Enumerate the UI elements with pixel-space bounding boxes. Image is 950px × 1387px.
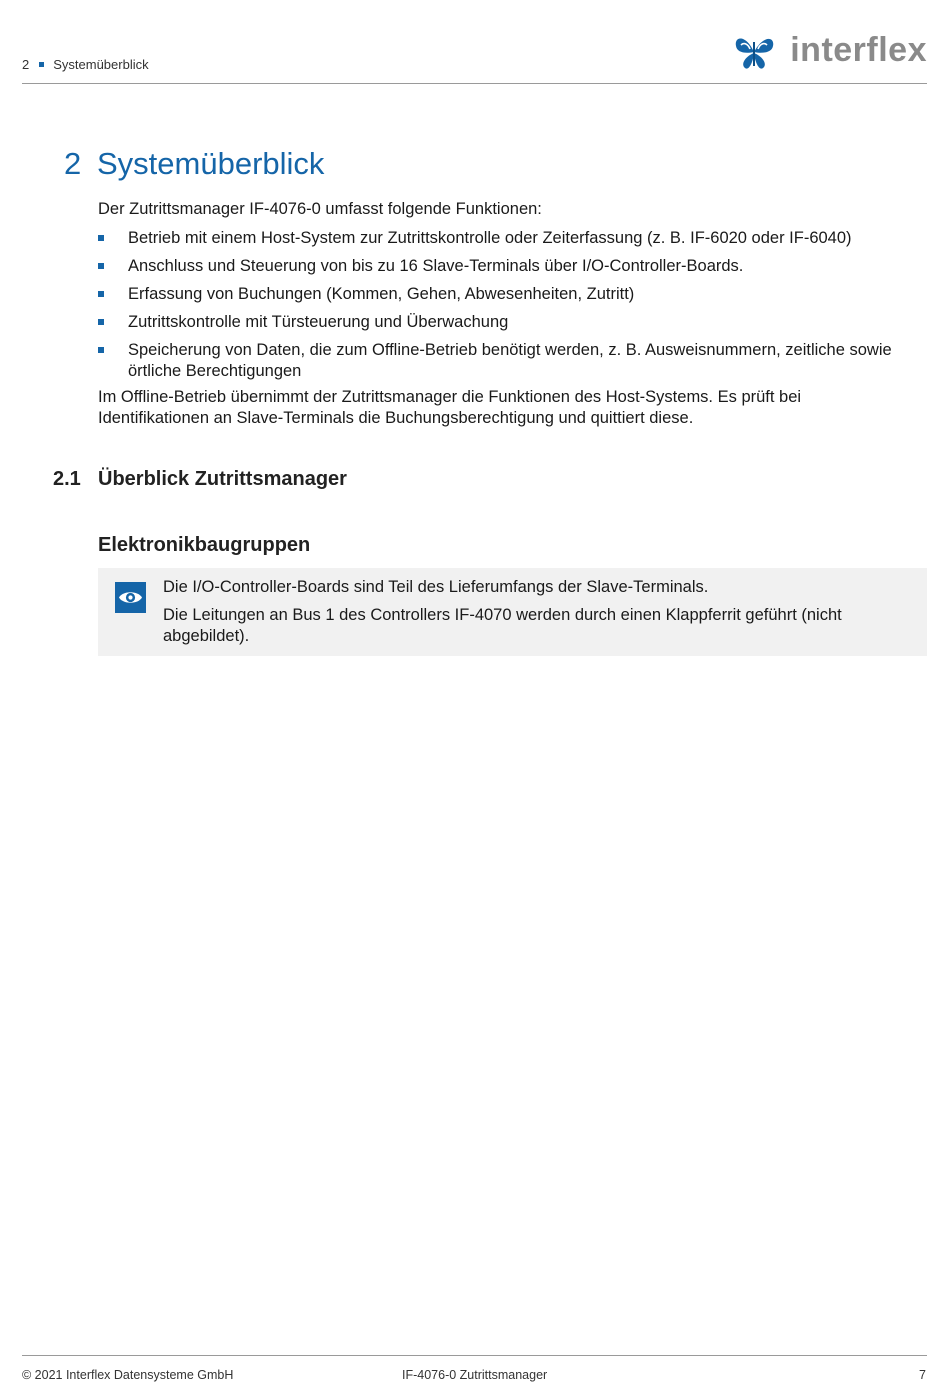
list-item	[98, 228, 913, 249]
note-text	[163, 577, 903, 654]
bullet-icon	[98, 319, 104, 325]
list-item	[98, 256, 913, 277]
note-line: Die I/O-Controller-Boards sind Teil des Lieferumfangs der Slave-Terminals.	[163, 578, 709, 596]
list-item	[98, 284, 913, 305]
offline-paragraph: Im Offline-Betrieb übernimmt der Zutrittsmanager die Funktionen des Host-Systems. Es prüft bei Identifikationen an Slave-Terminals die Buchungsberechtigung und quittiert diese.	[98, 388, 802, 427]
info-note	[98, 568, 927, 656]
chapter-number: 2	[64, 146, 82, 181]
list-item-text: Betrieb mit einem Host-System zur Zutrittskontrolle oder Zeiterfassung (z. B. IF-6020 oder IF-6040)	[128, 229, 852, 247]
footer-copyright: © 2021 Interflex Datensysteme GmbH	[22, 1368, 234, 1382]
function-list	[98, 228, 913, 389]
section-title: Überblick Zutrittsmanager	[98, 468, 347, 490]
list-item-text: Anschluss und Steuerung von bis zu 16 Slave-Terminals über I/O-Controller-Boards.	[128, 257, 744, 275]
page-number: 7	[919, 1368, 926, 1382]
page-header	[22, 0, 927, 84]
list-item	[98, 312, 913, 333]
list-item	[98, 340, 913, 381]
intro-text: Der Zutrittsmanager IF-4076-0 umfasst folgende Funktionen:	[98, 200, 542, 218]
list-item-text: Erfassung von Buchungen (Kommen, Gehen, Abwesenheiten, Zutritt)	[128, 285, 635, 303]
chapter-heading	[64, 146, 324, 182]
running-head-title: Systemüberblick	[53, 57, 149, 72]
subsection-heading: Elektronikbaugruppen	[98, 534, 311, 556]
eye-icon	[115, 582, 146, 613]
note-line: Die Leitungen an Bus 1 des Controllers IF-4070 werden durch einen Klappferrit geführt (nicht abgebildet).	[163, 606, 842, 645]
bullet-icon	[98, 235, 104, 241]
footer-document-title: IF-4076-0 Zutrittsmanager	[402, 1368, 548, 1382]
footer-divider	[22, 1355, 927, 1356]
bullet-icon	[98, 347, 104, 353]
running-head	[22, 57, 149, 72]
bullet-icon	[98, 263, 104, 269]
list-item-text: Speicherung von Daten, die zum Offline-Betrieb benötigt werden, z. B. Ausweisnummern, zeitliche sowie örtliche Berechtigungen	[128, 341, 892, 380]
company-logo	[732, 28, 927, 72]
list-item-text: Zutrittskontrolle mit Türsteuerung und Überwachung	[128, 313, 509, 331]
running-head-number: 2	[22, 57, 30, 72]
square-bullet-icon	[39, 62, 44, 67]
section-number: 2.1	[53, 468, 81, 490]
logo-wordmark: interflex	[790, 30, 927, 69]
section-heading	[53, 468, 347, 491]
chapter-title: Systemüberblick	[97, 146, 325, 181]
butterfly-logo-icon	[732, 28, 776, 72]
bullet-icon	[98, 291, 104, 297]
